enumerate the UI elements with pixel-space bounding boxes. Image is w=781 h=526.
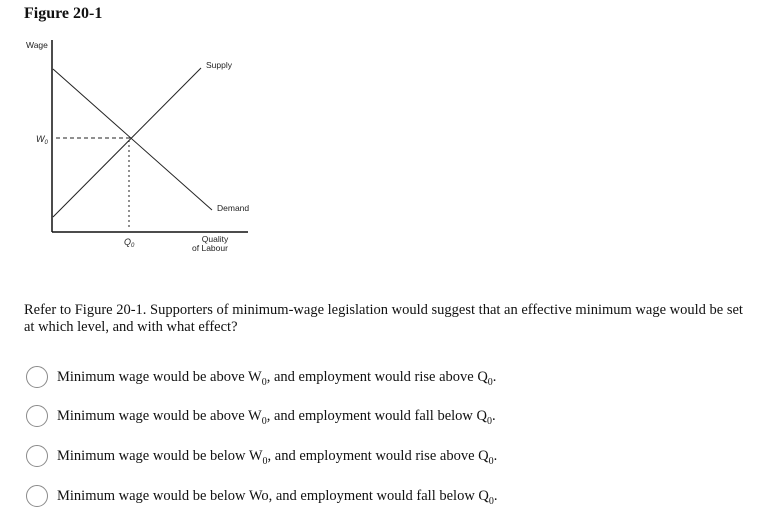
- option-text: Minimum wage would be above $W_0$, and employment would fall below $Q_0$.: [57, 407, 496, 427]
- figure-title: Figure 20-1: [24, 5, 103, 22]
- option-text: Minimum wage would be below Wo, and employment would fall below $Q_0$.: [57, 487, 498, 507]
- y-axis-label: Wage: [26, 40, 48, 50]
- option-text: Minimum wage would be above $W_0$, and employment would rise above $Q_0$.: [57, 368, 497, 388]
- radio-button[interactable]: [26, 485, 48, 507]
- radio-button[interactable]: [26, 366, 48, 388]
- option-text: Minimum wage would be below $W_0$, and employment would rise above $Q_0$.: [57, 447, 498, 467]
- answer-option-1[interactable]: [26, 364, 496, 390]
- answer-option-2[interactable]: [26, 403, 496, 429]
- answer-option-4[interactable]: [26, 483, 498, 509]
- supply-label: Supply: [206, 60, 232, 70]
- answer-option-3[interactable]: [26, 443, 497, 469]
- x-axis-label-line2: of Labour: [192, 243, 228, 253]
- radio-button[interactable]: [26, 405, 48, 427]
- demand-label: Demand: [217, 203, 250, 213]
- supply-curve: [53, 68, 201, 217]
- demand-curve: [53, 69, 212, 210]
- wage-tick-label: $W_0$: [36, 134, 48, 146]
- radio-button[interactable]: [26, 445, 48, 467]
- question-text: Refer to Figure 20-1. Supporters of minimum-wage legislation would suggest that an effective minimum wage would be set at which level, and with what effect?: [24, 302, 743, 335]
- x-axis-label-line1: Quality: [201, 234, 229, 244]
- quantity-tick-label: $Q_0$: [124, 237, 135, 249]
